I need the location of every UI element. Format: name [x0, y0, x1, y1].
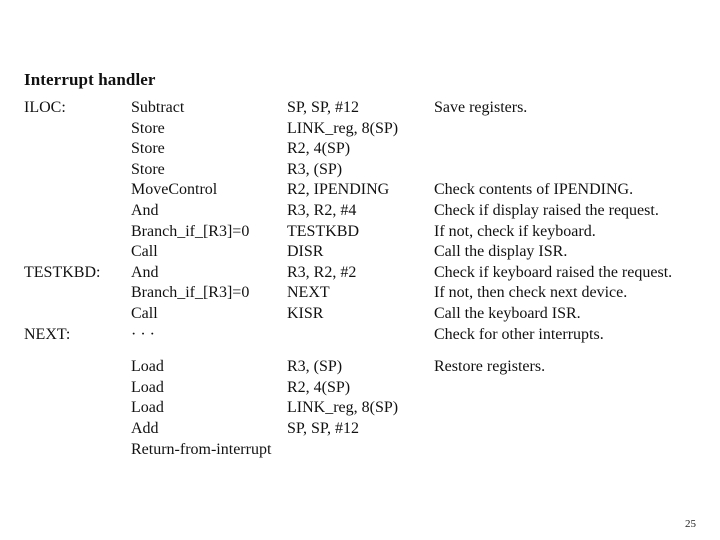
row-operands: R2, 4(SP) [287, 140, 351, 158]
listing-row [24, 304, 714, 325]
row-instruction: And [131, 263, 159, 281]
row-operands: LINK_reg, 8(SP) [287, 119, 399, 137]
row-operands: DISR [287, 243, 324, 261]
listing-row [24, 325, 714, 346]
row-operands: TESTKBD [287, 222, 359, 240]
listing-row [24, 398, 714, 419]
listing-row [24, 263, 714, 284]
row-comment: Check for other interrupts. [434, 325, 604, 343]
row-comment: If not, check if keyboard. [434, 222, 596, 240]
row-label: NEXT: [24, 325, 71, 343]
row-instruction: Branch_if_[R3]=0 [131, 222, 250, 240]
row-instruction: Store [131, 160, 165, 178]
row-comment: Check if display raised the request. [434, 201, 659, 219]
listing-row [24, 440, 714, 461]
row-label: TESTKBD: [24, 263, 101, 281]
row-instruction: Call [131, 243, 158, 261]
row-instruction: MoveControl [131, 181, 218, 199]
row-instruction: Store [131, 140, 165, 158]
row-instruction: Add [131, 419, 159, 437]
listing-row [24, 139, 714, 160]
row-comment: Check contents of IPENDING. [434, 181, 634, 199]
listing-row [24, 119, 714, 140]
row-comment: Call the keyboard ISR. [434, 304, 581, 322]
listing-row [24, 180, 714, 201]
row-operands: R2, 4(SP) [287, 378, 351, 396]
row-instruction: Branch_if_[R3]=0 [131, 284, 250, 302]
row-comment: Call the display ISR. [434, 243, 568, 261]
row-operands: R3, (SP) [287, 358, 343, 376]
listing-row [24, 160, 714, 181]
listing-row [24, 357, 714, 378]
row-instruction: · · · [131, 325, 155, 343]
row-comment: If not, then check next device. [434, 284, 628, 302]
row-instruction: Store [131, 119, 165, 137]
row-operands: SP, SP, #12 [287, 419, 360, 437]
row-operands: NEXT [287, 284, 330, 302]
listing-row [24, 283, 714, 304]
row-operands: R2, IPENDING [287, 181, 390, 199]
row-instruction: Subtract [131, 99, 185, 116]
row-operands: R3, R2, #4 [287, 201, 357, 219]
code-listing [24, 98, 714, 460]
row-comment: Check if keyboard raised the request. [434, 263, 673, 281]
row-instruction: Call [131, 304, 158, 322]
row-operands: LINK_reg, 8(SP) [287, 399, 399, 417]
listing-row [24, 201, 714, 222]
row-comment: Save registers. [434, 99, 528, 116]
row-instruction: Load [131, 399, 164, 417]
row-comment: Restore registers. [434, 358, 546, 376]
row-instruction: Return-from-interrupt [131, 440, 272, 458]
row-instruction: Load [131, 358, 164, 376]
row-operands: SP, SP, #12 [287, 99, 360, 116]
listing-row [24, 419, 714, 440]
listing-row [24, 242, 714, 263]
row-operands: KISR [287, 304, 324, 322]
row-operands: R3, R2, #2 [287, 263, 357, 281]
listing-heading: Interrupt handler [24, 70, 156, 89]
listing-row [24, 98, 714, 119]
row-label: ILOC: [24, 99, 66, 116]
row-instruction: And [131, 201, 159, 219]
page-number: 25 [685, 518, 696, 530]
row-operands: R3, (SP) [287, 160, 343, 178]
row-instruction: Load [131, 378, 164, 396]
listing-row [24, 378, 714, 399]
listing-row [24, 222, 714, 243]
